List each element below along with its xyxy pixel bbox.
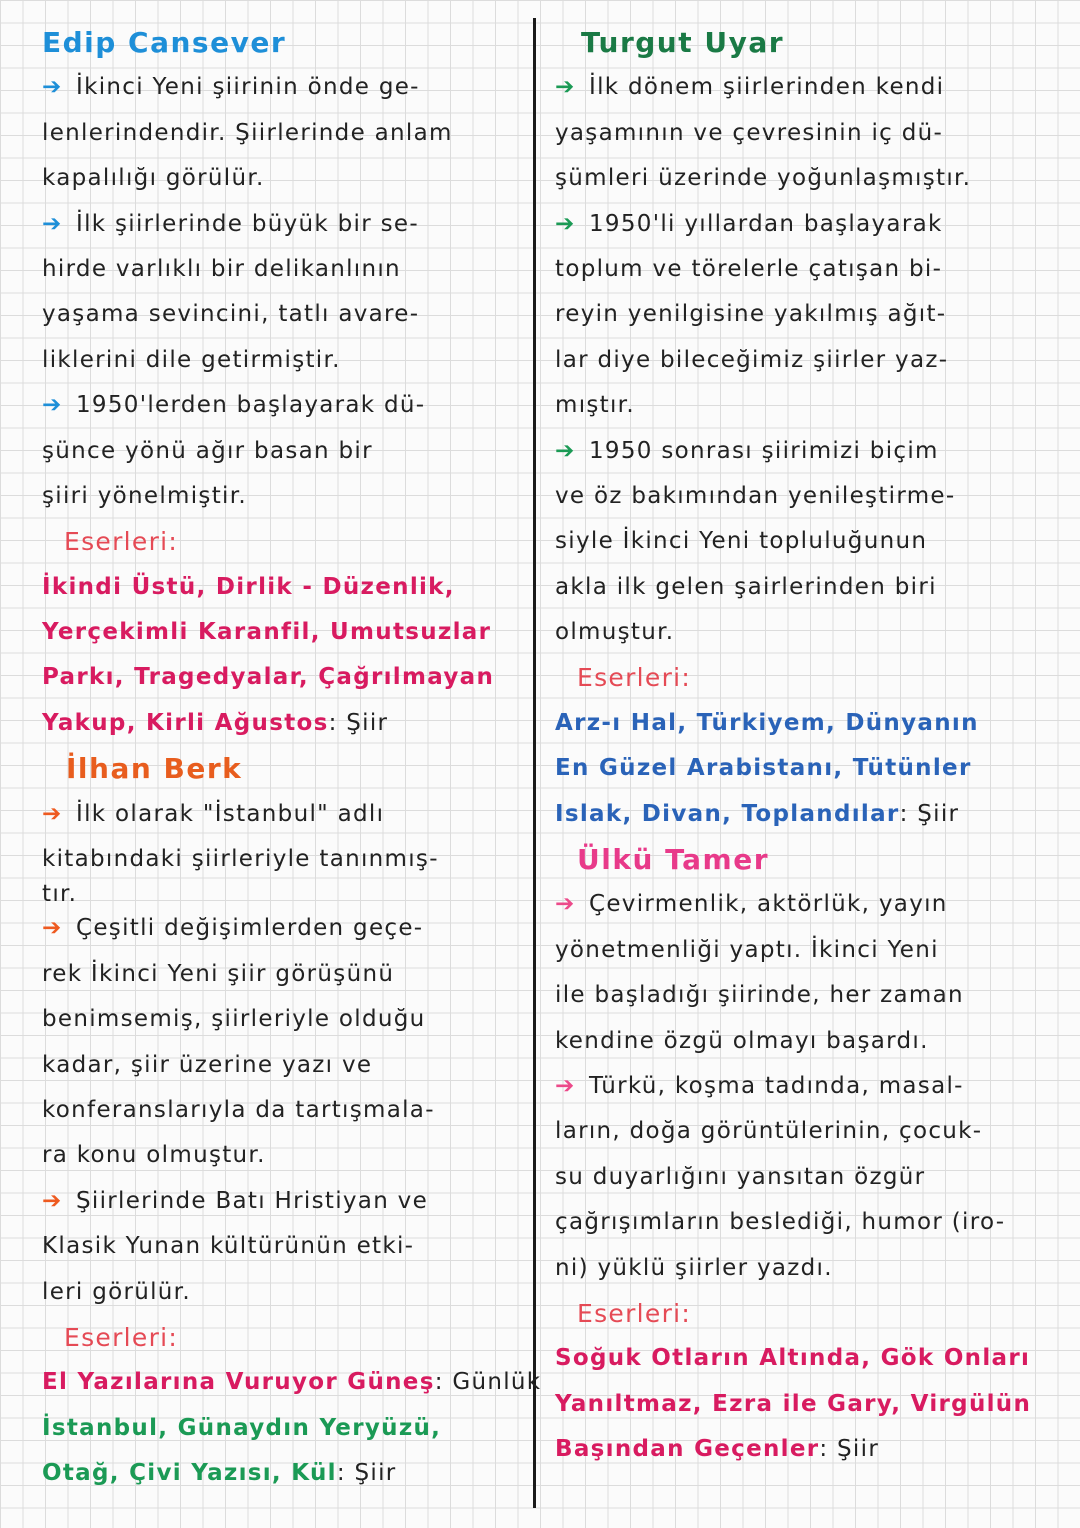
text-line: ➔ İlk olarak "İstanbul" adlı [42, 792, 522, 837]
right-column [555, 20, 1055, 1473]
text-line: ile başladığı şiirinde, her zaman [555, 982, 964, 1009]
works-line: Islak, Divan, Toplandılar: Şiir [555, 800, 960, 827]
poet-title-ulku-tamer: Ülkü Tamer [577, 843, 769, 877]
text-line: ların, doğa görüntülerinin, çocuk- [555, 1118, 983, 1145]
works-line: Başından Geçenler: Şiir [555, 1436, 880, 1463]
works-line: Yakup, Kirli Ağustos: Şiir [42, 709, 389, 736]
text-line: tır. [42, 881, 78, 908]
works-line: Yerçekimli Karanfil, Umutsuzlar [42, 619, 492, 646]
arrow-right-icon: ➔ [555, 1072, 576, 1099]
works-line: İkindi Üstü, Dirlik - Düzenlik, [42, 573, 455, 600]
arrow-right-icon: ➔ [42, 392, 63, 419]
works-line: Soğuk Otların Altında, Gök Onları [555, 1345, 1031, 1372]
works-line: El Yazılarına Vuruyor Güneş: Günlük [42, 1369, 542, 1396]
poet-title-turgut-uyar: Turgut Uyar [581, 26, 785, 59]
arrow-right-icon: ➔ [555, 891, 576, 918]
text-line: çağrışımların beslediği, humor (iro- [555, 1209, 1006, 1236]
text-line: ➔ İlk dönem şiirlerinden kendi [555, 65, 1055, 110]
text-line: lenlerindendir. Şiirlerinde anlam [42, 119, 453, 146]
left-column [42, 20, 542, 1497]
text-line: ➔ Şiirlerinde Batı Hristiyan ve [42, 1179, 522, 1224]
text-line: Klasik Yunan kültürünün etki- [42, 1233, 415, 1260]
text-line: ve öz bakımından yenileştirme- [555, 482, 956, 509]
text-line: toplum ve törelerle çatışan bi- [555, 255, 943, 282]
text-line: leri görülür. [42, 1278, 191, 1305]
works-heading: Eserleri: [577, 663, 692, 693]
arrow-right-icon: ➔ [42, 1187, 63, 1214]
works-line: Yanıltmaz, Ezra ile Gary, Virgülün [555, 1390, 1032, 1417]
text-line: kadar, şiir üzerine yazı ve [42, 1051, 373, 1078]
text-line: ➔ 1950'lerden başlayarak dü- [42, 383, 522, 428]
arrow-right-icon: ➔ [555, 74, 576, 101]
poet-title-ilhan-berk: İlhan Berk [66, 752, 243, 786]
text-line: yönetmenliği yaptı. İkinci Yeni [555, 936, 939, 963]
works-line: Arz-ı Hal, Türkiyem, Dünyanın [555, 709, 979, 736]
text-line: benimsemiş, şiirleriyle olduğu [42, 1006, 426, 1033]
text-line: reyin yenilgisine yakılmış ağıt- [555, 301, 947, 328]
works-line: En Güzel Arabistanı, Tütünler [555, 755, 972, 782]
text-line: ➔ Çevirmenlik, aktörlük, yayın [555, 882, 1055, 927]
text-line: siyle İkinci Yeni topluluğunun [555, 528, 928, 555]
works-heading: Eserleri: [64, 1322, 179, 1352]
text-line: yaşama sevincini, tatlı avare- [42, 301, 420, 328]
text-line: yaşamının ve çevresinin iç dü- [555, 119, 944, 146]
arrow-right-icon: ➔ [42, 210, 63, 237]
text-line: hirde varlıklı bir delikanlının [42, 255, 401, 282]
text-line: ra konu olmuştur. [42, 1142, 266, 1169]
text-line: kendine özgü olmayı başardı. [555, 1027, 929, 1054]
text-line: şünce yönü ağır basan bir [42, 437, 373, 464]
text-line: ➔ 1950'li yıllardan başlayarak [555, 202, 1055, 247]
text-line: ➔ 1950 sonrası şiirimizi biçim [555, 429, 1055, 474]
poet-title-edip-cansever: Edip Cansever [42, 26, 287, 59]
text-line: akla ilk gelen şairlerinden biri [555, 573, 937, 600]
text-line: kitabındaki şiirleriyle tanınmış- [42, 846, 439, 873]
text-line: liklerini dile getirmiştir. [42, 346, 341, 373]
text-line: ➔ İkinci Yeni şiirinin önde ge- [42, 65, 522, 110]
arrow-right-icon: ➔ [555, 210, 576, 237]
arrow-right-icon: ➔ [42, 800, 63, 827]
text-line: ➔ Türkü, koşma tadında, masal- [555, 1064, 1055, 1109]
text-line: olmuştur. [555, 619, 675, 646]
works-heading: Eserleri: [577, 1298, 692, 1328]
text-line: şümleri üzerinde yoğunlaşmıştır. [555, 165, 972, 192]
arrow-right-icon: ➔ [555, 437, 576, 464]
text-line: ni) yüklü şiirler yazdı. [555, 1254, 833, 1281]
arrow-right-icon: ➔ [42, 74, 63, 101]
column-divider [533, 18, 536, 1508]
works-line: Parkı, Tragedyalar, Çağrılmayan [42, 664, 495, 691]
arrow-right-icon: ➔ [42, 915, 63, 942]
text-line: su duyarlığını yansıtan özgür [555, 1163, 926, 1190]
text-line: lar diye bileceğimiz şiirler yaz- [555, 346, 949, 373]
text-line: rek İkinci Yeni şiir görüşünü [42, 960, 395, 987]
text-line: mıştır. [555, 392, 635, 419]
works-heading: Eserleri: [64, 527, 179, 557]
text-line: şiiri yönelmiştir. [42, 482, 247, 509]
text-line: konferanslarıyla da tartışmala- [42, 1096, 435, 1123]
works-line: İstanbul, Günaydın Yeryüzü, [42, 1414, 442, 1441]
text-line: ➔ İlk şiirlerinde büyük bir se- [42, 202, 522, 247]
text-line: kapalılığı görülür. [42, 165, 265, 192]
text-line: ➔ Çeşitli değişimlerden geçe- [42, 906, 522, 951]
works-line: Otağ, Çivi Yazısı, Kül: Şiir [42, 1460, 397, 1487]
